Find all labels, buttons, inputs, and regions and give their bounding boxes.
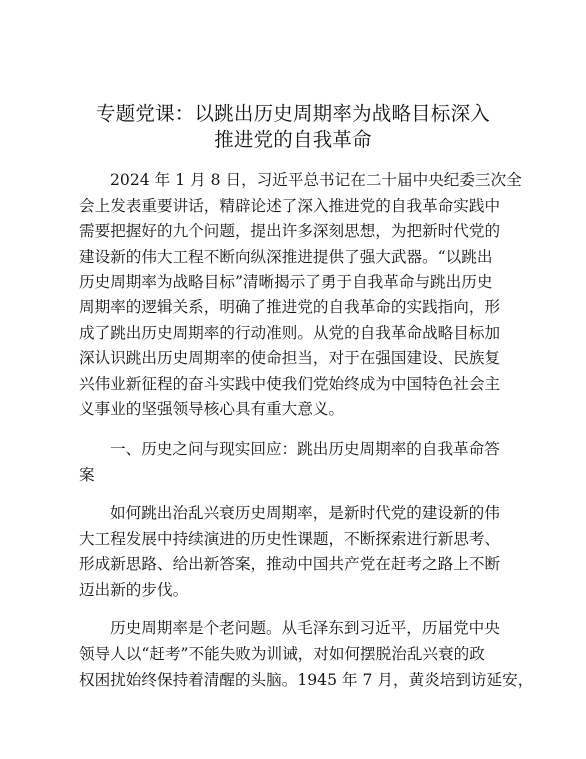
document-title-line-1: 专题党课：以跳出历史周期率为战略目标深入 <box>95 102 490 125</box>
document-title-line-2: 推进党的自我革命 <box>214 128 372 151</box>
document-page: 专题党课：以跳出历史周期率为战略目标深入 推进党的自我革命 2024 年 1 月 8 日，习近平总书记在二十届中央纪委三次全 会上发表重要讲话，精辟论述了深入推进党的自我革命实践中 需要把握好的九个问题，提出许多深刻思想，为把新时代党的 建设新的伟大工程不断向纵深推进提供了强大武器。“以跳出 历史周期率为战略目标”清晰揭示了勇于自我革命与跳出历史 周期率的逻辑关系，明确了推进党的自我革命的实践指向，形 成了跳出历史周期率的行动准则。从党的自我革命战略目标加 深认识跳出历史周期率的使命担当，对于在强国建设、民族复 兴伟业新征程的奋斗实践中使我们党始终成为中国特色社会主 义事业的坚强领导核心具有重大意义。 一、历史之问与现实回应：跳出历史周期率的自我革命答 案 如何跳出治乱兴衰历史周期率，是新时代党的建设新的伟 大工程发展中持续演进的历史性课题，不断探索进行新思考、 形成新思路、给出新答案，推动中国共产党在赶考之路上不断 迈出新的步伐。 历史周期率是个老问题。从毛泽东到习近平，历届党中央 领导人以“赶考”不能失败为训诫，对如何摆脱治乱兴衰的政 权困扰始终保持着清醒的头脑。1945 年 7 月，黄炎培到访延安， <box>0 0 586 759</box>
